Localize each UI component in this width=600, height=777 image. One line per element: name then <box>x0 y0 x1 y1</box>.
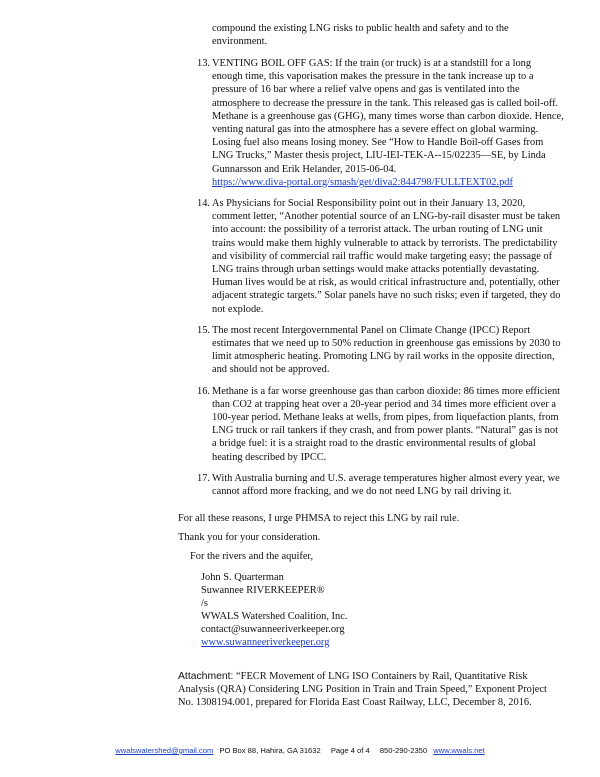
list-item <box>197 385 564 464</box>
footer-page-number: Page 4 of 4 <box>330 746 370 755</box>
signature-org: WWALS Watershed Coalition, Inc. <box>201 611 348 622</box>
signature-email: contact@suwanneeriverkeeper.org <box>201 624 345 635</box>
list-item <box>197 57 564 189</box>
list-number: 14. <box>197 198 210 210</box>
signature-mark: /s <box>201 598 208 609</box>
closing-for-rivers: For the rivers and the aquifer, <box>190 551 314 562</box>
footer-website-link[interactable]: www.wwals.net <box>433 746 485 755</box>
closing-thanks: Thank you for your consideration. <box>178 532 321 543</box>
list-number: 15. <box>197 324 210 336</box>
list-item <box>197 197 564 316</box>
footer-address: PO Box 88, Hahira, GA 31632 <box>219 746 321 755</box>
signature-title: Suwannee RIVERKEEPER® <box>201 585 325 596</box>
attachment-label: Attachment: <box>178 671 234 682</box>
list-item <box>197 472 564 498</box>
list-item-text: The most recent Intergovernmental Panel on Climate Change (IPCC) Report estimates that we need up to 50% reduction in greenhouse gas emissions by 2030 to limit atmospheric heating. Promoting LNG by rail works in the opposite direction, and should not be approved. <box>212 324 561 376</box>
list-item <box>197 324 564 377</box>
list-item-text: VENTING BOIL OFF GAS: If the train (or truck) is at a standstill for a long enough time, this vaporisation makes the pressure in the tank increase up to a pressure of 16 bar where a relief valve opens and gas is ventilated into the atmosphere to decrease the pressure in the tank. This released gas is called boil-off. Methane is a greenhouse gas (GHG), many times worse than carbon dioxide. Hence, venting natural gas into the atmosphere has a severe effect on global warming. Losing fuel also means losing money. See “How to Handle Boil-off Gases from LNG Trucks,” Master thesis project, LIU-IEI-TEK-A--15/02235—SE, by Linda Gunnarsson and Erik Helander, 2015-06-04. <box>212 58 564 175</box>
attachment-text: “FECR Movement of LNG ISO Containers by Rail, Quantitative Risk Analysis (QRA) Considering LNG Position in Train and Train Speed,” Exponent Project No. 1308194.001, prepared for Florida East Coast Railway, LLC, December 8, 2016. <box>178 671 547 709</box>
list-item-text: With Australia burning and U.S. average temperatures higher almost every year, we cannot afford more fracking, and we do not need LNG by rail driving it. <box>212 472 560 498</box>
list-number: 13. <box>197 58 210 69</box>
thesis-link[interactable]: https://www.diva-portal.org/smash/get/diva2:844798/FULLTEXT02.pdf <box>212 176 513 188</box>
list-number: 16. <box>197 385 210 397</box>
signature-website-link[interactable]: www.suwanneeriverkeeper.org <box>201 637 330 648</box>
list-number: 17. <box>197 472 210 484</box>
attachment-note <box>178 670 558 710</box>
numbered-list <box>197 57 564 506</box>
footer-email-link[interactable]: wwalswatershed@gmail.com <box>115 746 214 755</box>
list-item-text: Methane is a far worse greenhouse gas than carbon dioxide: 86 times more efficient than CO2 at trapping heat over a 20-year period and 34 times more efficient over a 100-year period. Methane leaks at wells, from pipes, from liquefaction plants, from LNG truck or rail tankers if they crash, and from power plants. “Natural” gas is not a bridge fuel: it is a straight road to the drastic environmental results of global heating described by IPCC. <box>212 385 561 463</box>
list-item-text: As Physicians for Social Responsibility point out in their January 13, 2020, comment letter, “Another potential source of an LNG-by-rail disaster must be taken into account: the possibility of a terrorist attack. The urban routing of LNG unit trains would make them highly vulnerable to attack by terrorists. The predictability and visibility of commercial rail traffic would make targeting easy; the passage of LNG trains through urban settings would make attacks potentially devastating. Human lives would be at risk, as would critical infrastructure and, potentially, other adjacent strategic targets.” Solar panels have no such risks; even if targeted, they do not explode. <box>212 198 561 315</box>
continuation-text: compound the existing LNG risks to public health and safety and to the environment. <box>212 23 509 48</box>
signature-block <box>201 571 501 649</box>
signature-name: John S. Quarterman <box>201 572 284 583</box>
closing-urge: For all these reasons, I urge PHMSA to reject this LNG by rail rule. <box>178 513 460 524</box>
page-footer <box>0 746 600 756</box>
footer-phone: 850-290-2350 <box>379 746 428 755</box>
